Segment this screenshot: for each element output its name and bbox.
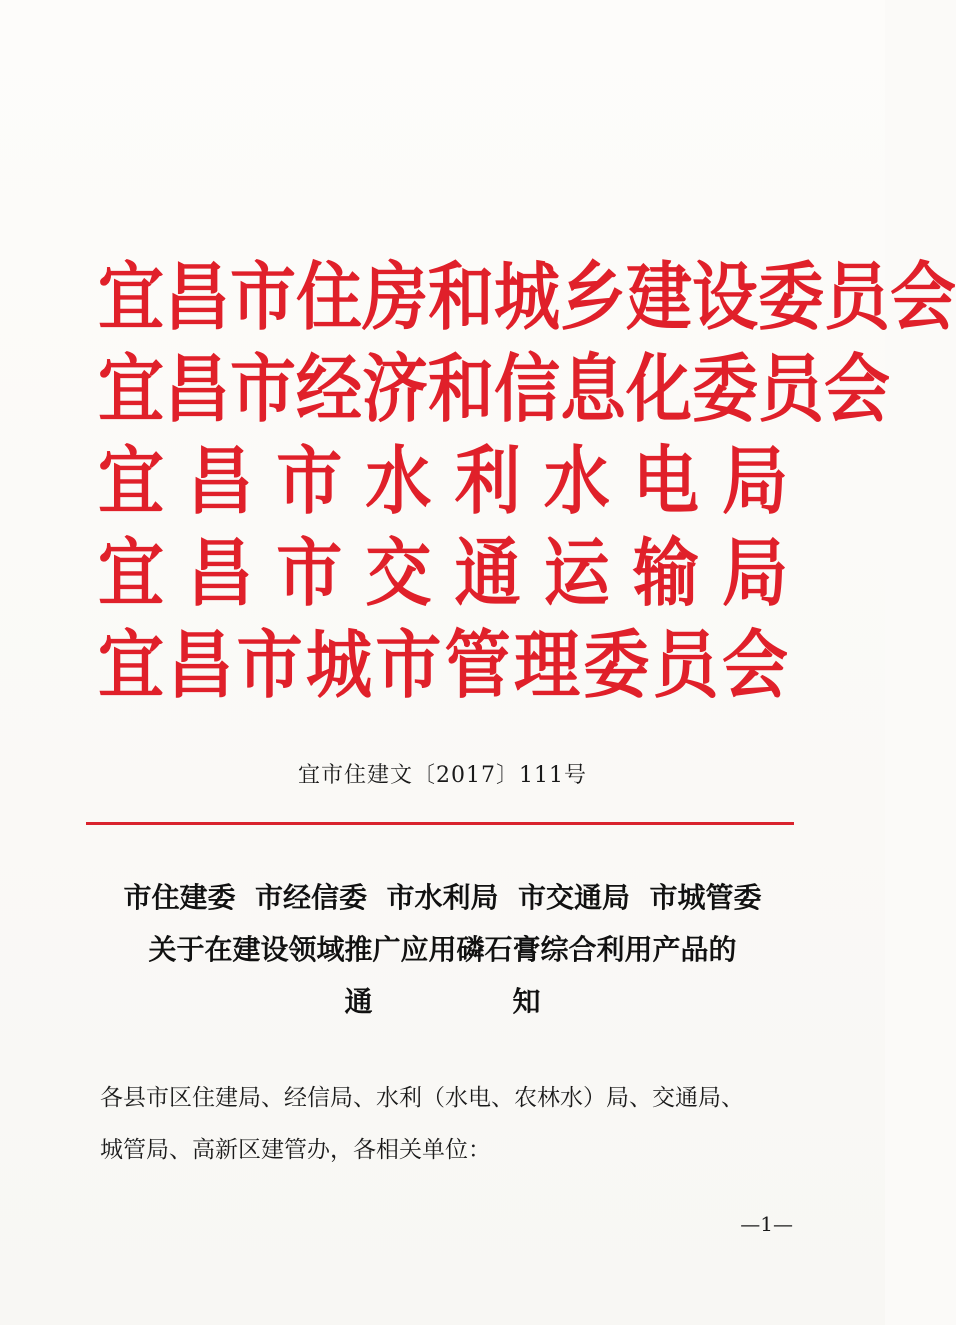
issuer-char: 昌 (187, 438, 254, 525)
issuer-line-1 (98, 252, 956, 344)
issuer-line-5 (98, 620, 788, 712)
red-separator-line (86, 822, 794, 825)
issuer-char: 水 (543, 438, 610, 525)
issuer-char: 经 (296, 346, 362, 433)
issuer-char: 委 (692, 346, 758, 433)
issuer-char: 运 (543, 530, 610, 617)
issuer-char: 城 (305, 622, 372, 709)
issuer-char: 利 (454, 438, 521, 525)
issuer-char: 交 (365, 530, 432, 617)
issuer-char: 化 (626, 346, 692, 433)
issuer-char: 市 (276, 438, 343, 525)
issuer-char: 会 (890, 254, 956, 341)
addressee-block (100, 1072, 800, 1176)
issuer-char: 宜 (98, 438, 164, 525)
addressee-line-1: 各县市区住建局、经信局、水利（水电、农林水）局、交通局、 (100, 1085, 744, 1111)
issuer-char: 昌 (164, 346, 230, 433)
issuer-char: 委 (583, 622, 650, 709)
issuer-char: 市 (375, 622, 442, 709)
issuer-char: 局 (721, 438, 788, 525)
issuer-char: 员 (652, 622, 719, 709)
issuer-char: 昌 (167, 622, 234, 709)
document-number: 宜市住建文〔2017〕111号 (298, 763, 587, 788)
issuing-bodies-header (98, 252, 956, 712)
issuer-char: 设 (692, 254, 758, 341)
title-line-notice (0, 976, 885, 1028)
issuer-char: 市 (230, 346, 296, 433)
issuer-char: 会 (721, 622, 788, 709)
issuer-char: 昌 (164, 254, 230, 341)
issuer-char: 理 (513, 622, 580, 709)
issuer-char: 局 (721, 530, 788, 617)
issuer-char: 乡 (560, 254, 626, 341)
notice-char-2: 知 (512, 985, 541, 1018)
issuer-char: 员 (758, 346, 824, 433)
page-number: —1— (740, 1212, 793, 1236)
issuer-line-2 (98, 344, 890, 436)
issuer-char: 建 (626, 254, 692, 341)
issuer-char: 会 (824, 346, 890, 433)
notice-char-1: 通 (344, 985, 373, 1018)
issuer-char: 宜 (98, 530, 164, 617)
addressee-line-2: 城管局、高新区建管办，各相关单位： (100, 1137, 491, 1163)
issuer-char: 息 (560, 346, 626, 433)
issuer-char: 和 (428, 346, 494, 433)
issuer-char: 宜 (98, 622, 164, 709)
issuer-char: 宜 (98, 346, 164, 433)
title-line-subject: 关于在建设领域推广应用磷石膏综合利用产品的 (148, 933, 737, 966)
issuer-char: 市 (230, 254, 296, 341)
issuer-char: 和 (428, 254, 494, 341)
issuer-char: 水 (365, 438, 432, 525)
issuer-char: 电 (632, 438, 699, 525)
issuer-char: 市 (276, 530, 343, 617)
issuer-char: 济 (362, 346, 428, 433)
issuer-line-3 (98, 436, 788, 528)
issuer-char: 市 (236, 622, 303, 709)
issuer-char: 城 (494, 254, 560, 341)
issuer-char: 员 (824, 254, 890, 341)
issuer-char: 昌 (187, 530, 254, 617)
issuer-char: 通 (454, 530, 521, 617)
issuer-char: 房 (362, 254, 428, 341)
issuer-char: 输 (632, 530, 699, 617)
issuer-char: 宜 (98, 254, 164, 341)
issuer-char: 住 (296, 254, 362, 341)
issuer-char: 管 (444, 622, 511, 709)
issuer-line-4 (98, 528, 788, 620)
issuer-char: 信 (494, 346, 560, 433)
issuer-char: 委 (758, 254, 824, 341)
document-title (0, 872, 885, 1028)
title-line-issuers: 市住建委 市经信委 市水利局 市交通局 市城管委 (123, 881, 762, 914)
